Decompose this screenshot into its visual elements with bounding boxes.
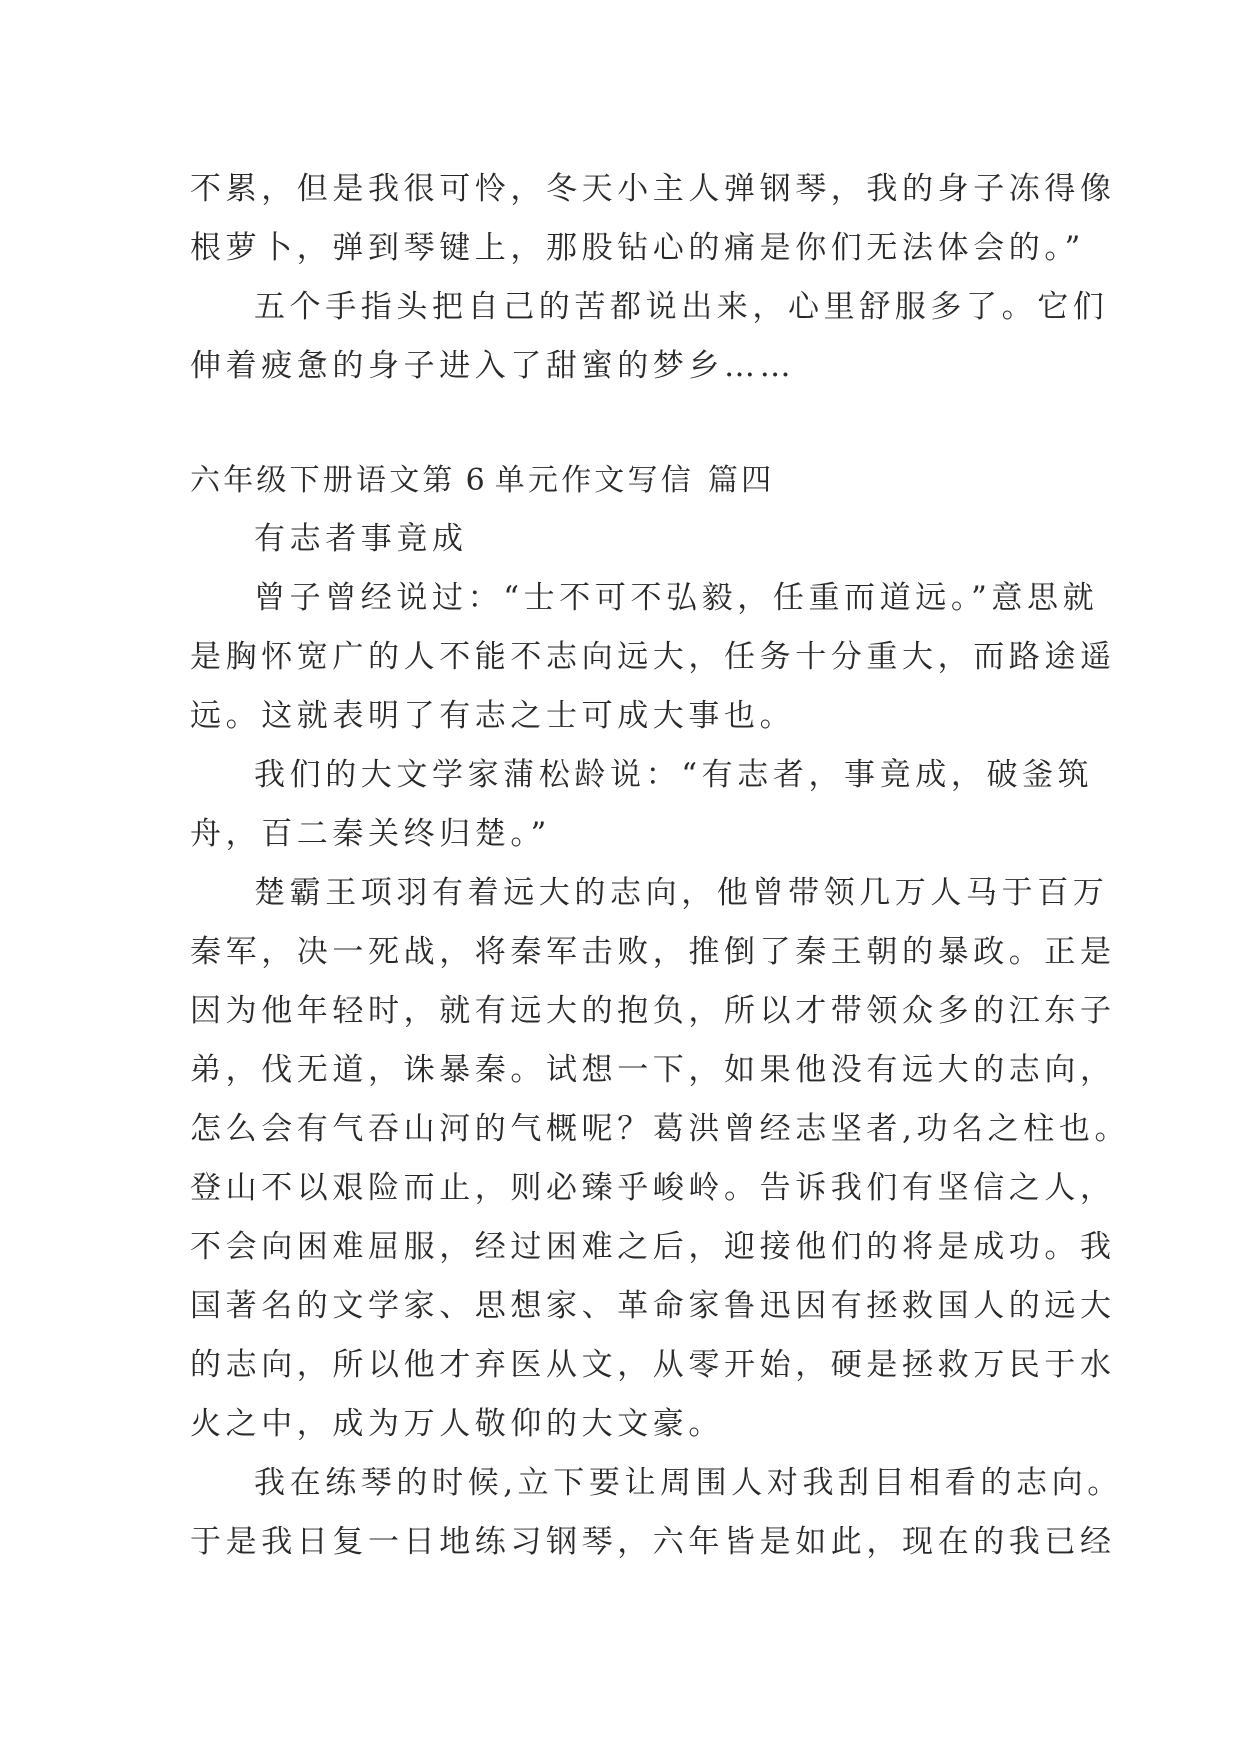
heading-part: 篇四 (707, 463, 775, 498)
text-line: 不累，但是我很可怜，冬天小主人弹钢琴，我的身子冻得像 (190, 171, 1116, 207)
heading-suffix: 单元作文写信 (494, 463, 694, 498)
text-line: 怎么会有气吞山河的气概呢？葛洪曾经志坚者,功名之柱也。 (190, 1111, 1131, 1147)
text-line: 根萝卜，弹到琴键上，那股钻心的痛是你们无法体会的。” (190, 230, 1085, 266)
text-line: 弟，伐无道，诛暴秦。试想一下，如果他没有远大的志向， (190, 1052, 1116, 1088)
paragraph-3 (190, 864, 1131, 1454)
text-line: 伸着疲惫的身子进入了甜蜜的梦乡…… (190, 348, 796, 384)
text-line: 我在练琴的时候,立下要让周围人对我刮目相看的志向。 (254, 1465, 1123, 1501)
text-line: 因为他年轻时，就有远大的抱负，所以才带领众多的江东子 (190, 993, 1116, 1029)
text-line: 舟，百二秦关终归楚。” (190, 816, 551, 852)
text-line: 的志向，所以他才弃医从文，从零开始，硬是拯救万民于水 (190, 1347, 1116, 1383)
text-line: 五个手指头把自己的苦都说出来，心里舒服多了。它们 (254, 289, 1109, 325)
document-page (190, 160, 1131, 1572)
paragraph-1 (190, 569, 1116, 746)
text-line: 远。这就表明了有志之士可成大事也。 (190, 698, 796, 734)
text-line: 曾子曾经说过：“士不可不弘毅，任重而道远。”意思就 (254, 580, 1099, 616)
text-line: 于是我日复一日地练习钢琴，六年皆是如此，现在的我已经 (190, 1524, 1116, 1560)
heading-prefix: 六年级下册语文第 (190, 463, 456, 498)
intro-paragraph-1 (190, 160, 1116, 278)
essay-title: 有志者事竟成 (254, 521, 468, 557)
text-line: 不会向困难屈服，经过困难之后，迎接他们的将是成功。我 (190, 1229, 1116, 1265)
intro-paragraph-2 (190, 278, 1109, 396)
paragraph-2 (190, 746, 1094, 864)
text-line: 楚霸王项羽有着远大的志向，他曾带领几万人马于百万 (254, 875, 1109, 911)
heading-number: 6 (465, 463, 485, 498)
text-line: 秦军，决一死战，将秦军击败，推倒了秦王朝的暴政。正是 (190, 934, 1116, 970)
section-heading (190, 451, 1050, 510)
text-line: 是胸怀宽广的人不能不志向远大，任务十分重大，而路途遥 (190, 639, 1116, 675)
text-line: 国著名的文学家、思想家、革命家鲁迅因有拯救国人的远大 (190, 1288, 1116, 1324)
text-line: 我们的大文学家蒲松龄说：“有志者，事竟成，破釜筑 (254, 757, 1094, 793)
paragraph-4 (190, 1454, 1123, 1572)
text-line: 登山不以艰险而止，则必臻乎峻岭。告诉我们有坚信之人， (190, 1170, 1116, 1206)
text-line: 火之中，成为万人敬仰的大文豪。 (190, 1406, 724, 1442)
